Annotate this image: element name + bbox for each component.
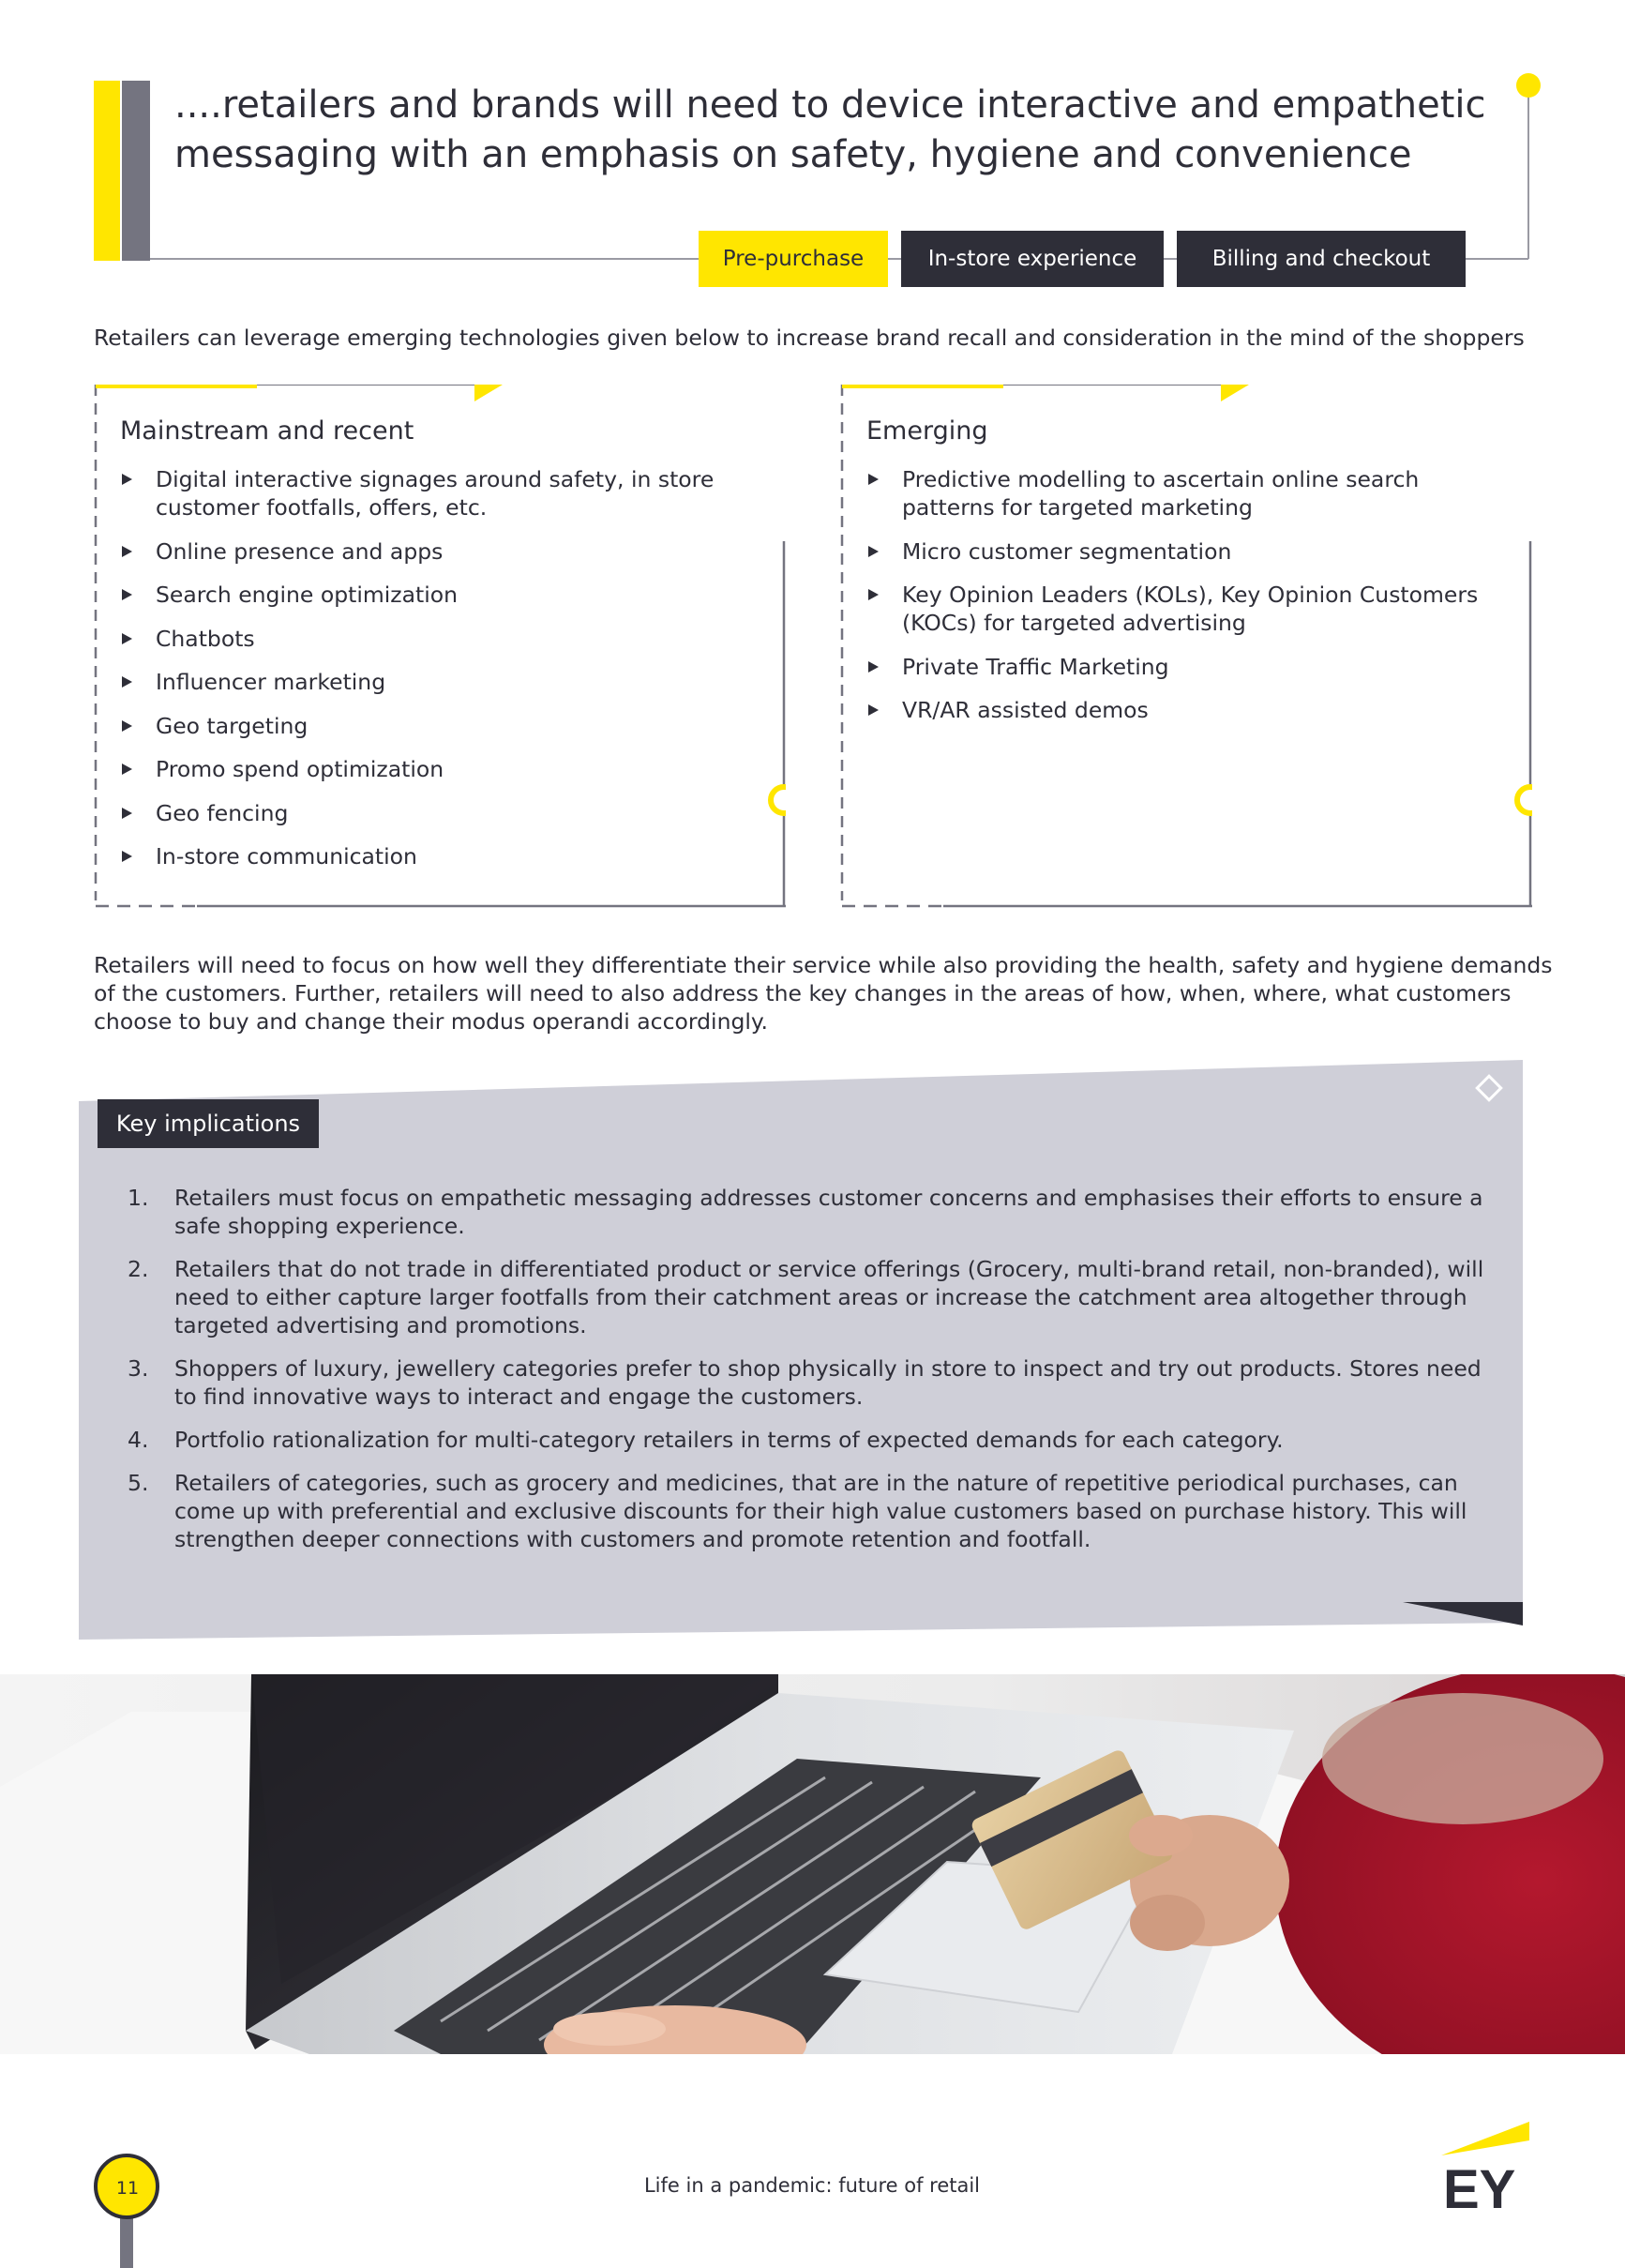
ey-logo [1439,2120,1533,2214]
panel-heading-emerging: Emerging [866,416,988,446]
key-implications-list [116,1184,1495,1568]
list-item: 2. Retailers that do not trade in differentiated product or service offerings (Grocery, multi-brand retail, non-branded), will need to either capture larger footfalls from their catchment areas or increase the catchment area altogether through targeted advertising and promotions. [128,1256,1484,1338]
list-item: Private Traffic Marketing [866,653,1504,681]
triangle-bullet-icon [868,474,879,485]
list-item: 3. Shoppers of luxury, jewellery categories prefer to shop physically in store to inspect and try out products. Stores need to find innovative ways to interact and engage the customers. [128,1355,1482,1410]
list-item: Online presence and apps [120,537,758,566]
list-item: Chatbots [120,625,758,653]
triangle-bullet-icon [122,808,132,819]
list-item: Micro customer segmentation [866,537,1504,566]
triangle-bullet-icon [868,546,879,557]
triangle-bullet-icon [122,474,132,485]
tab-billing-and-checkout[interactable]: Billing and checkout [1177,231,1466,287]
tab-pre-purchase[interactable]: Pre-purchase [699,231,888,287]
triangle-bullet-icon [122,633,132,644]
header-accent-grey [122,81,150,261]
emerging-list [866,465,1504,740]
triangle-bullet-icon [122,546,132,557]
list-item: Digital interactive signages around safety, in store customer footfalls, offers, etc. [120,465,758,522]
svg-text:EY: EY [1443,2159,1516,2214]
item-number: 2. [128,1256,149,1282]
footer-title: Life in a pandemic: future of retail [643,2174,981,2197]
triangle-bullet-icon [122,764,132,775]
list-item: Geo targeting [120,712,758,740]
list-item: Geo fencing [120,799,758,827]
triangle-bullet-icon [868,704,879,716]
list-item: In-store communication [120,842,758,870]
list-item: Predictive modelling to ascertain online search patterns for targeted marketing [866,465,1504,522]
list-item: Search engine optimization [120,581,758,609]
header-dot-icon [1516,73,1541,98]
mainstream-list [120,465,758,886]
panel-heading-mainstream: Mainstream and recent [120,416,414,446]
tab-in-store-experience[interactable]: In-store experience [901,231,1164,287]
list-item: Influencer marketing [120,668,758,696]
item-number: 4. [128,1427,149,1453]
item-number: 1. [128,1185,149,1211]
list-item: 4. Portfolio rationalization for multi-category retailers in terms of expected demands for each category. [128,1427,1284,1453]
item-number: 5. [128,1470,149,1496]
list-item: Key Opinion Leaders (KOLs), Key Opinion Customers (KOCs) for targeted advertising [866,581,1504,637]
panel-mainstream [94,385,786,910]
intro-text: Retailers can leverage emerging technologies given below to increase brand recall and consideration in the mind of the shoppers [94,325,1525,351]
triangle-bullet-icon [122,851,132,862]
list-item: VR/AR assisted demos [866,696,1504,724]
triangle-bullet-icon [868,661,879,673]
header-accent-yellow [94,81,120,261]
triangle-bullet-icon [122,720,132,732]
stage-tabs [699,231,1466,287]
list-item: Promo spend optimization [120,755,758,783]
triangle-bullet-icon [122,676,132,688]
page-number: 11 [115,2178,140,2199]
page-title: ....retailers and brands will need to device interactive and empathetic messaging with an emphasis on safety, hygiene and convenience [174,83,1486,176]
laptop-payment-illustration [0,1674,1625,2054]
triangle-bullet-icon [868,589,879,600]
key-implications-label: Key implications [98,1099,319,1148]
panel-emerging [840,385,1532,910]
triangle-bullet-icon [122,589,132,600]
item-number: 3. [128,1355,149,1382]
header-right-line [1527,88,1529,259]
list-item: 5. Retailers of categories, such as grocery and medicines, that are in the nature of repetitive periodical purchases, can come up with preferential and exclusive discounts for their high value customers based on purchase history. This will strengthen deeper connections with customers and promote retention and footfall. [128,1470,1467,1552]
laptop-payment-photo [0,1674,1625,2054]
list-item: 1. Retailers must focus on empathetic messaging addresses customer concerns and emphasises their efforts to ensure a safe shopping experience. [128,1185,1483,1239]
differentiation-paragraph: Retailers will need to focus on how well they differentiate their service while also providing the health, safety and hygiene demands of the customers. Further, retailers will need to also address the key changes in the areas of how, when, where, what customers choose to buy and change their modus operandi accordingly. [94,952,1553,1035]
